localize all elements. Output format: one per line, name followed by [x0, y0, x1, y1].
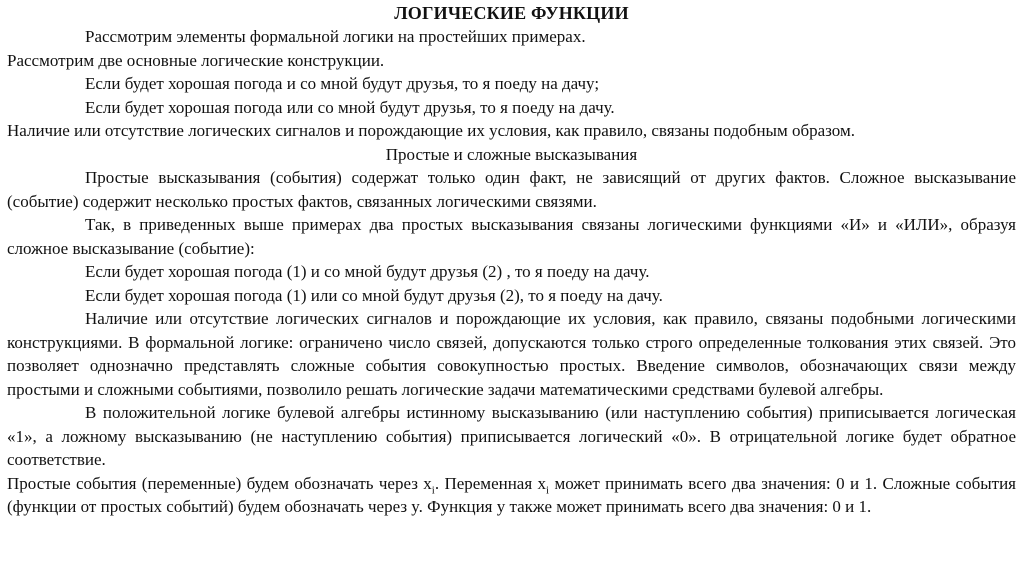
section-example-1: Если будет хорошая погода (1) и со мной будут друзья (2) , то я поеду на дачу. — [85, 262, 650, 281]
paragraph-simple-complex: Простые высказывания (события) содержат только один факт, не зависящий от других фактов. Сложное высказывание (событие) содержит несколько простых фактов, связанных логическими связями. — [7, 168, 1016, 211]
intro-line-3: Наличие или отсутствие логических сигналов и порождающие их условия, как правило, связаны подобным образом. — [7, 121, 855, 140]
variables-text-3: может принимать всего два значения: 0 и 1. Сложные события (функции от простых событий) будем обозначать через y. Функция y также может принимать всего два значения: 0 и 1. — [7, 473, 1017, 516]
paragraph-boolean-logic: В положительной логике булевой алгебры истинному высказыванию (или наступлению события) приписывается логическая «1», а ложному высказыванию (не наступлению события) приписывается логический «0». В отрицательной логике будет обратное соответствие. — [7, 403, 1016, 469]
subscript-i-1: i — [431, 483, 435, 496]
intro-line-1: Рассмотрим элементы формальной логики на простейших примерах. — [85, 27, 586, 46]
paragraph-logic-functions: Так, в приведенных выше примерах два простых высказывания связаны логическими функциями «И» и «ИЛИ», образуя сложное высказывание (событие): — [7, 215, 1016, 258]
variables-text-2: . Переменная x — [434, 473, 547, 493]
intro-example-1: Если будет хорошая погода и со мной будут друзья, то я поеду на дачу; — [85, 74, 600, 93]
intro-example-2: Если будет хорошая погода или со мной будут друзья, то я поеду на дачу. — [85, 97, 615, 117]
paragraph-formal-logic: Наличие или отсутствие логических сигналов и порождающие их условия, как правило, связаны подобными логическими конструкциями. В формальной логике: ограничено число связей, допускаются только строго определенные толкования этих связей. Это позволяет однозначно представлять сложные события совокупностью простых. Введение символов, обозначающих связи между простыми и сложными событиями, позволило решать логические задачи математическими средствами булевой алгебры. — [7, 309, 1016, 399]
page-title: ЛОГИЧЕСКИЕ ФУНКЦИИ — [394, 3, 629, 23]
section-subtitle: Простые и сложные высказывания — [385, 144, 638, 164]
section-example-2: Если будет хорошая погода (1) или со мной будут друзья (2), то я поеду на дачу. — [85, 285, 663, 305]
intro-line-2: Рассмотрим две основные логические конструкции. — [7, 50, 385, 70]
paragraph-variables — [7, 472, 1016, 519]
subscript-i-2: i — [546, 483, 550, 496]
variables-text-1: Простые события (переменные) будем обозначать через x — [7, 473, 432, 493]
